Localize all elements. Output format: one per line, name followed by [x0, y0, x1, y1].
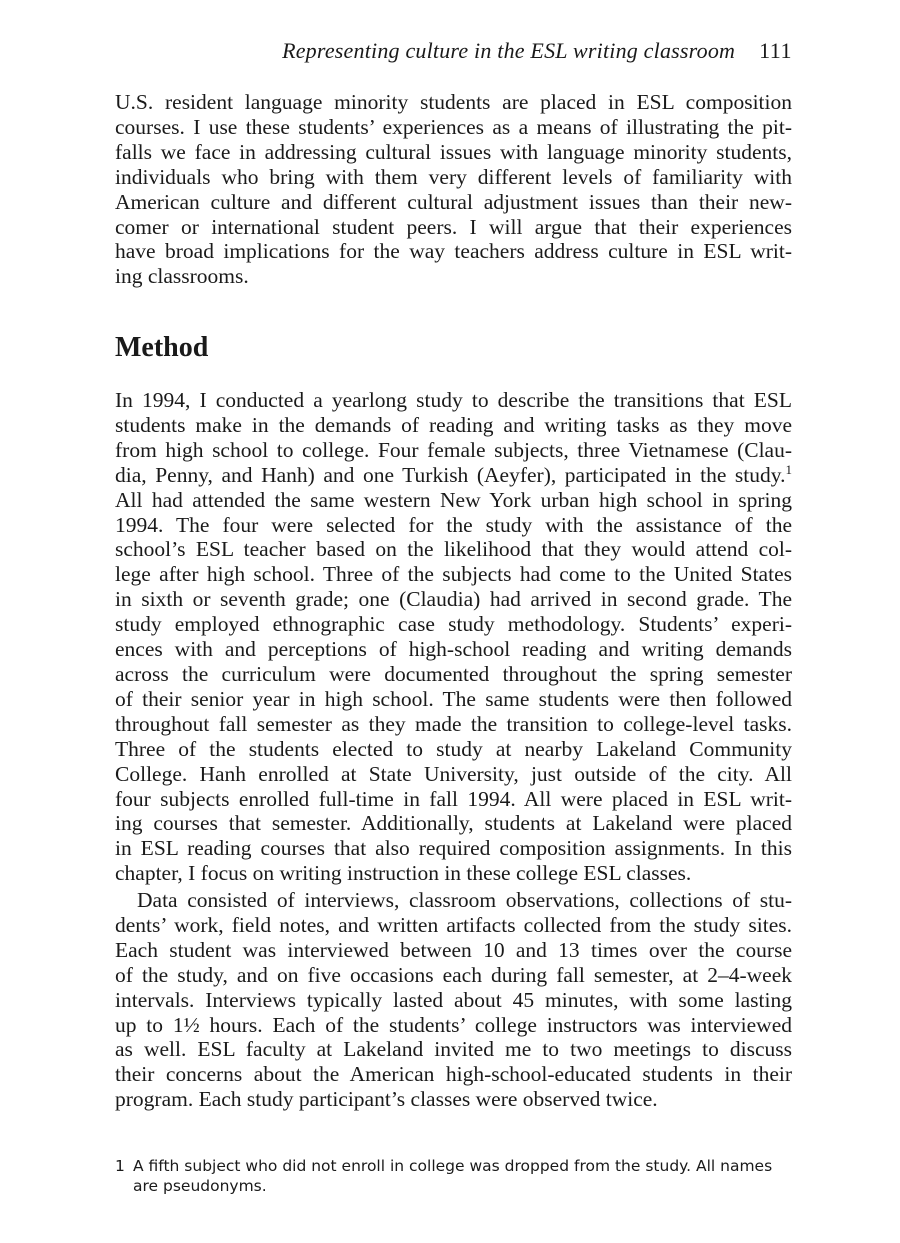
text-line: U.S. resident language minority students are placed in ESL composition [115, 90, 792, 114]
text-line: American culture and different cultural adjustment issues than their new- [115, 189, 792, 214]
text-line: intervals. Interviews typically lasted about 45 minutes, with some lasting [115, 987, 792, 1012]
text-line: courses. I use these students’ experiences as a means of illustrating the pit- [115, 114, 792, 139]
section-heading: Method [115, 332, 209, 363]
text-line-content: dia, Penny, and Hanh) and one Turkish (Aeyfer), participated in the study. [115, 462, 786, 487]
text-line: throughout fall semester as they made the transition to college-level tasks. [115, 711, 792, 736]
text-line: lege after high school. Three of the subjects had come to the United States [115, 562, 792, 587]
running-head [115, 38, 792, 64]
footnote-line: are pseudonyms. [133, 1177, 267, 1195]
text-line: across the curriculum were documented throughout the spring semester [115, 661, 792, 686]
text-line: chapter, I focus on writing instruction in these college ESL classes. [115, 861, 692, 886]
footnote [115, 1156, 792, 1196]
text-line: four subjects enrolled full-time in fall 1994. All were placed in ESL writ- [115, 786, 792, 811]
text-line: students make in the demands of reading and writing tasks as they move [115, 412, 792, 437]
footnote-number: 1 [115, 1157, 125, 1175]
footnote-reference[interactable]: 1 [785, 461, 792, 477]
text-line: up to 1½ hours. Each of the students’ college instructors was interviewed [115, 1012, 792, 1037]
text-line: individuals who bring with them very different levels of familiarity with [115, 164, 792, 189]
text-line: In 1994, I conducted a yearlong study to describe the transitions that ESL [115, 388, 792, 412]
text-line: dents’ work, field notes, and written artifacts collected from the study sites. [115, 912, 792, 937]
text-line: falls we face in addressing cultural issues with language minority students, [115, 139, 792, 164]
text-line: in sixth or seventh grade; one (Claudia) had arrived in second grade. The [115, 587, 792, 612]
text-line: ing courses that semester. Additionally, students at Lakeland were placed [115, 811, 792, 836]
text-line: 1994. The four were selected for the study with the assistance of the [115, 512, 792, 537]
text-line: program. Each study participant’s classes were observed twice. [115, 1087, 658, 1112]
text-line: College. Hanh enrolled at State University, just outside of the city. All [115, 761, 792, 786]
text-line: Three of the students elected to study at nearby Lakeland Community [115, 736, 792, 761]
running-head-title: Representing culture in the ESL writing classroom [282, 38, 736, 63]
text-line: ing classrooms. [115, 264, 249, 289]
method-paragraph [115, 388, 792, 886]
text-line-with-footnote-ref [115, 463, 792, 488]
text-line: study employed ethnographic case study methodology. Students’ experi- [115, 612, 792, 637]
text-line: of their senior year in high school. The same students were then followed [115, 686, 792, 711]
page-number: 111 [759, 38, 792, 63]
text-line: ences with and perceptions of high-school reading and writing demands [115, 637, 792, 662]
text-line: in ESL reading courses that also required composition assignments. In this [115, 836, 792, 861]
text-line: school’s ESL teacher based on the likelihood that they would attend col- [115, 537, 792, 562]
text-line: All had attended the same western New York urban high school in spring [115, 487, 792, 512]
text-line: comer or international student peers. I will argue that their experiences [115, 214, 792, 239]
text-line: from high school to college. Four female subjects, three Vietnamese (Clau- [115, 437, 792, 462]
text-line: of the study, and on five occasions each during fall semester, at 2–4-week [115, 962, 792, 987]
data-paragraph [115, 888, 792, 1112]
text-line: Each student was interviewed between 10 and 13 times over the course [115, 937, 792, 962]
intro-paragraph [115, 90, 792, 289]
text-line: have broad implications for the way teachers address culture in ESL writ- [115, 239, 792, 264]
text-line: Data consisted of interviews, classroom observations, collections of stu- [137, 888, 792, 912]
text-line: as well. ESL faculty at Lakeland invited me to two meetings to discuss [115, 1037, 792, 1062]
text-line: their concerns about the American high-school-educated students in their [115, 1062, 792, 1087]
footnote-line: A fifth subject who did not enroll in college was dropped from the study. All names [133, 1157, 773, 1175]
